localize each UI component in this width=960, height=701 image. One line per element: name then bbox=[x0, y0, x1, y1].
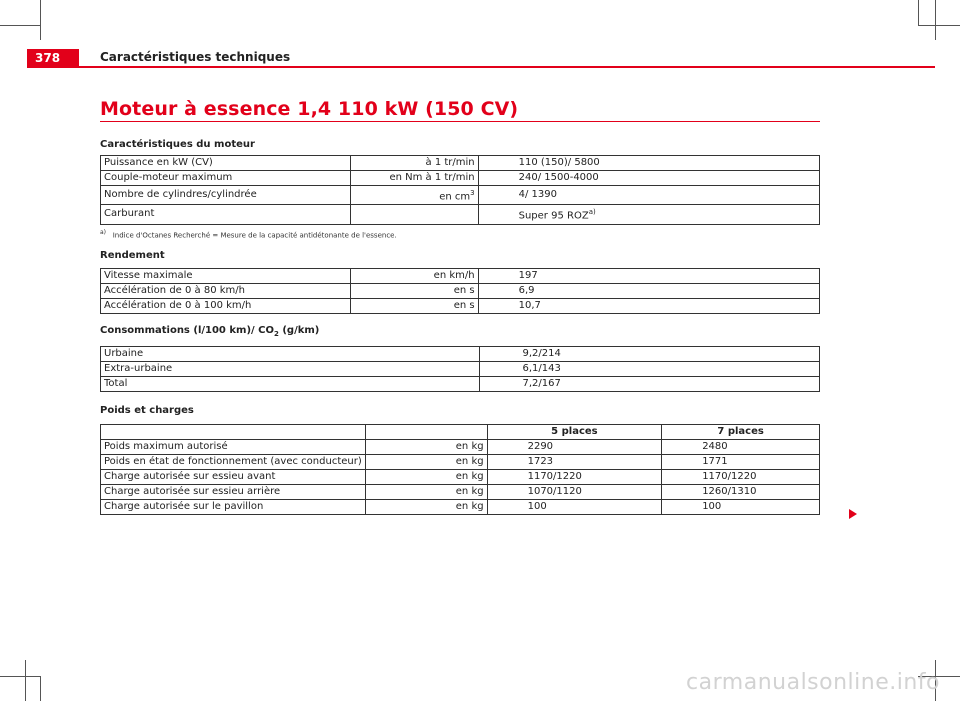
footnote-ref: a) bbox=[588, 208, 596, 217]
row-label: Couple-moteur maximum bbox=[101, 171, 351, 186]
watermark: carmanualsonline.info bbox=[686, 670, 940, 695]
row-unit: en km/h bbox=[350, 269, 478, 284]
table-row bbox=[101, 470, 820, 485]
row-unit: en kg bbox=[365, 455, 487, 470]
footnote-marker: a) bbox=[100, 229, 107, 236]
table-row bbox=[101, 440, 820, 455]
row-label: Poids en état de fonctionnement (avec conducteur) bbox=[101, 455, 366, 470]
next-page-arrow-icon[interactable] bbox=[849, 509, 857, 519]
weights-table bbox=[100, 424, 820, 515]
consumption-heading-b: (g/km) bbox=[278, 325, 320, 336]
row-value-7: 1771 bbox=[662, 455, 820, 470]
performance-table bbox=[100, 268, 820, 314]
column-header: 5 places bbox=[487, 425, 662, 440]
row-unit: en kg bbox=[365, 470, 487, 485]
row-value: 240/ 1500-4000 bbox=[478, 171, 819, 186]
table-row bbox=[101, 485, 820, 500]
row-label: Urbaine bbox=[101, 347, 480, 362]
engine-table bbox=[100, 155, 820, 225]
consumption-heading-a: Consommations (l/100 km)/ CO bbox=[100, 325, 274, 336]
footnote-text: Indice d'Octanes Recherché = Mesure de la capacité antidétonante de l'essence. bbox=[112, 231, 397, 240]
row-unit bbox=[350, 205, 478, 224]
row-value: 4/ 1390 bbox=[478, 186, 819, 205]
unit-superscript: 3 bbox=[470, 189, 475, 197]
column-header: 7 places bbox=[662, 425, 820, 440]
crop-mark bbox=[0, 676, 40, 677]
page-number: 378 bbox=[27, 49, 79, 67]
crop-mark bbox=[0, 25, 40, 26]
crop-mark bbox=[918, 25, 960, 26]
row-value: Super 95 ROZ bbox=[518, 210, 589, 222]
row-unit: en kg bbox=[365, 500, 487, 515]
row-label: Puissance en kW (CV) bbox=[101, 156, 351, 171]
row-label: Carburant bbox=[101, 205, 351, 224]
table-row bbox=[101, 284, 820, 299]
section-title: Caractéristiques techniques bbox=[100, 50, 291, 64]
header-rule bbox=[27, 66, 935, 68]
title-rule bbox=[100, 121, 820, 122]
consumption-table bbox=[100, 346, 820, 392]
table-row bbox=[101, 500, 820, 515]
row-label: Poids maximum autorisé bbox=[101, 440, 366, 455]
table-row bbox=[101, 269, 820, 284]
row-unit: en s bbox=[350, 284, 478, 299]
performance-heading: Rendement bbox=[100, 250, 165, 261]
row-value-7: 1260/1310 bbox=[662, 485, 820, 500]
table-row bbox=[101, 377, 820, 392]
table-row bbox=[101, 156, 820, 171]
weights-heading: Poids et charges bbox=[100, 405, 194, 416]
row-label: Vitesse maximale bbox=[101, 269, 351, 284]
row-value-5: 1723 bbox=[487, 455, 662, 470]
row-value-7: 1170/1220 bbox=[662, 470, 820, 485]
crop-mark bbox=[25, 660, 26, 701]
crop-mark bbox=[935, 0, 936, 40]
row-label: Total bbox=[101, 377, 480, 392]
row-unit-cell bbox=[350, 186, 478, 205]
row-unit: en kg bbox=[365, 485, 487, 500]
consumption-heading bbox=[100, 325, 319, 338]
crop-mark bbox=[40, 676, 41, 701]
row-value: 9,2/214 bbox=[480, 347, 820, 362]
row-value-cell bbox=[478, 205, 819, 224]
table-row bbox=[101, 455, 820, 470]
table-row bbox=[101, 362, 820, 377]
row-value: 197 bbox=[478, 269, 819, 284]
row-label: Accélération de 0 à 80 km/h bbox=[101, 284, 351, 299]
page-title: Moteur à essence 1,4 110 kW (150 CV) bbox=[100, 98, 519, 120]
row-label: Nombre de cylindres/cylindrée bbox=[101, 186, 351, 205]
row-label: Charge autorisée sur essieu arrière bbox=[101, 485, 366, 500]
row-value-5: 100 bbox=[487, 500, 662, 515]
row-value-7: 100 bbox=[662, 500, 820, 515]
row-label: Charge autorisée sur le pavillon bbox=[101, 500, 366, 515]
engine-heading: Caractéristiques du moteur bbox=[100, 139, 255, 150]
empty-header-cell bbox=[101, 425, 366, 440]
co2-subscript: 2 bbox=[274, 330, 279, 338]
row-unit: en cm bbox=[439, 191, 471, 203]
table-header-row bbox=[101, 425, 820, 440]
crop-mark bbox=[40, 0, 41, 40]
row-value-5: 2290 bbox=[487, 440, 662, 455]
row-value: 6,9 bbox=[478, 284, 819, 299]
crop-mark bbox=[918, 0, 919, 25]
row-value-7: 2480 bbox=[662, 440, 820, 455]
row-unit: en kg bbox=[365, 440, 487, 455]
row-value: 7,2/167 bbox=[480, 377, 820, 392]
footnote bbox=[100, 229, 397, 239]
row-unit: en Nm à 1 tr/min bbox=[350, 171, 478, 186]
row-label: Extra-urbaine bbox=[101, 362, 480, 377]
row-value: 6,1/143 bbox=[480, 362, 820, 377]
table-row bbox=[101, 205, 820, 224]
row-unit: en s bbox=[350, 299, 478, 314]
row-label: Accélération de 0 à 100 km/h bbox=[101, 299, 351, 314]
table-row bbox=[101, 299, 820, 314]
row-label: Charge autorisée sur essieu avant bbox=[101, 470, 366, 485]
row-value-5: 1070/1120 bbox=[487, 485, 662, 500]
row-value: 10,7 bbox=[478, 299, 819, 314]
table-row bbox=[101, 347, 820, 362]
row-unit: à 1 tr/min bbox=[350, 156, 478, 171]
table-row bbox=[101, 171, 820, 186]
empty-header-cell bbox=[365, 425, 487, 440]
row-value: 110 (150)/ 5800 bbox=[478, 156, 819, 171]
table-row bbox=[101, 186, 820, 205]
row-value-5: 1170/1220 bbox=[487, 470, 662, 485]
